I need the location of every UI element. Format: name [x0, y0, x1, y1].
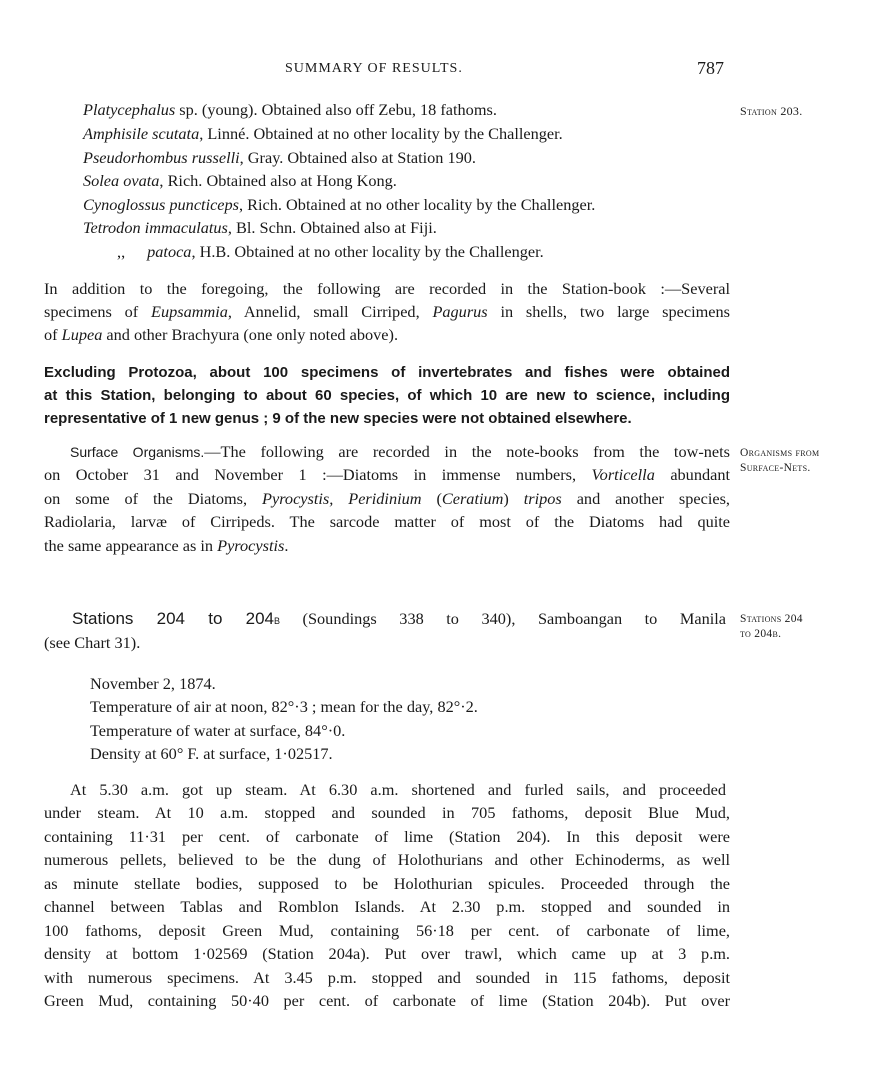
- species-line: [83, 146, 476, 169]
- narrative-line: numerous pellets, believed to be the dung of Holothurians and other Echinoderms, as well: [44, 850, 730, 869]
- para-surface-l5: the same appearance as in Pyrocystis.: [44, 536, 289, 555]
- para-protozoa-l3: representative of 1 new genus ; 9 of the new species were not obtained elsewhere.: [44, 410, 632, 427]
- species-note: , Bl. Schn. Obtained also at Fiji.: [227, 218, 437, 237]
- narrative-line: At 5.30 a.m. got up steam. At 6.30 a.m. shortened and furled sails, and proceeded: [70, 780, 726, 799]
- para-surface-l3: on some of the Diatoms, Pyrocystis, Peridinium (Ceratium) tripos and another species,: [44, 489, 730, 508]
- narrative-line: under steam. At 10 a.m. stopped and sounded in 705 fathoms, deposit Blue Mud,: [44, 803, 730, 822]
- narrative-line: density at bottom 1·02569 (Station 204a). Put over trawl, which came up at 3 p.m.: [44, 944, 730, 963]
- running-title: SUMMARY OF RESULTS.: [285, 61, 463, 76]
- meteo-density: Density at 60° F. at surface, 1·02517.: [90, 744, 333, 763]
- species-name: Tetrodon immaculatus: [83, 218, 228, 237]
- page-number: 787: [697, 58, 724, 78]
- margin-note-station-203: Station 203.: [740, 104, 803, 118]
- species-note: , Rich. Obtained at no other locality by the Challenger.: [239, 195, 596, 214]
- para-station-book-l2: specimens of Eupsammia, Annelid, small Cirriped, Pagurus in shells, two large specimens: [44, 302, 730, 321]
- section-204-heading-l2: (see Chart 31).: [44, 633, 141, 652]
- species-name: Solea ovata: [83, 171, 160, 190]
- narrative-line: containing 11·31 per cent. of carbonate of lime (Station 204). In this deposit were: [44, 827, 730, 846]
- ditto-mark: ,,: [117, 242, 126, 261]
- meteo-date: November 2, 1874.: [90, 674, 216, 693]
- species-note: sp. (young). Obtained also off Zebu, 18 fathoms.: [175, 100, 497, 119]
- species-name: Platycephalus: [83, 100, 176, 119]
- margin-note-stations-204-1: Stations 204: [740, 613, 803, 625]
- narrative-line: as minute stellate bodies, supposed to be Holothurian spicules. Proceeded through the: [44, 874, 730, 893]
- species-note: , Rich. Obtained also at Hong Kong.: [159, 171, 397, 190]
- species-line: [83, 216, 437, 239]
- species-note: , H.B. Obtained at no other locality by the Challenger.: [191, 242, 544, 261]
- species-line: [117, 240, 544, 263]
- para-station-book-l3: of Lupea and other Brachyura (one only noted above).: [44, 325, 399, 344]
- para-protozoa-l2: at this Station, belonging to about 60 species, of which 10 are new to science, including: [44, 387, 730, 404]
- species-line: [83, 169, 397, 192]
- para-surface-l1: Surface Organisms.—The following are recorded in the note-books from the tow-nets: [70, 442, 731, 461]
- meteo-water: Temperature of water at surface, 84°·0.: [90, 721, 346, 740]
- para-surface-l2: on October 31 and November 1 :—Diatoms in immense numbers, Vorticella abundant: [44, 465, 730, 484]
- narrative-line: channel between Tablas and Romblon Islands. At 2.30 p.m. stopped and sounded in: [44, 897, 730, 916]
- species-name: Pseudorhombus russelli: [83, 148, 240, 167]
- species-line: [83, 193, 595, 216]
- meteo-air: Temperature of air at noon, 82°·3 ; mean for the day, 82°·2.: [90, 697, 478, 716]
- margin-note-organisms-1: Organisms from: [740, 447, 820, 459]
- para-protozoa-l1: Excluding Protozoa, about 100 specimens of invertebrates and fishes were obtained: [44, 364, 730, 381]
- surface-organisms-label: Surface Organisms.: [70, 444, 205, 460]
- section-204-heading: Stations 204 to 204b (Soundings 338 to 340), Samboangan to Manila: [72, 609, 726, 628]
- species-name: patoca: [147, 242, 192, 261]
- margin-note-stations-204-2: to 204b.: [740, 628, 782, 640]
- species-note: , Linné. Obtained at no other locality by the Challenger.: [199, 124, 563, 143]
- narrative-line: Green Mud, containing 50·40 per cent. of carbonate of lime (Station 204b). Put over: [44, 991, 730, 1010]
- para-station-book-l1: In addition to the foregoing, the following are recorded in the Station-book :—Several: [44, 279, 730, 298]
- species-line: [83, 122, 563, 145]
- narrative-line: with numerous specimens. At 3.45 p.m. stopped and sounded in 115 fathoms, deposit: [44, 968, 730, 987]
- narrative-line: 100 fathoms, deposit Green Mud, containing 56·18 per cent. of carbonate of lime,: [44, 921, 730, 940]
- margin-note-organisms-2: Surface-Nets.: [740, 462, 811, 474]
- para-surface-l4: Radiolaria, larvæ of Cirripeds. The sarcode matter of most of the Diatoms had quite: [44, 512, 730, 531]
- species-note: , Gray. Obtained also at Station 190.: [239, 148, 476, 167]
- species-name: Cynoglossus puncticeps: [83, 195, 240, 214]
- species-name: Amphisile scutata: [83, 124, 200, 143]
- species-line: [83, 98, 497, 121]
